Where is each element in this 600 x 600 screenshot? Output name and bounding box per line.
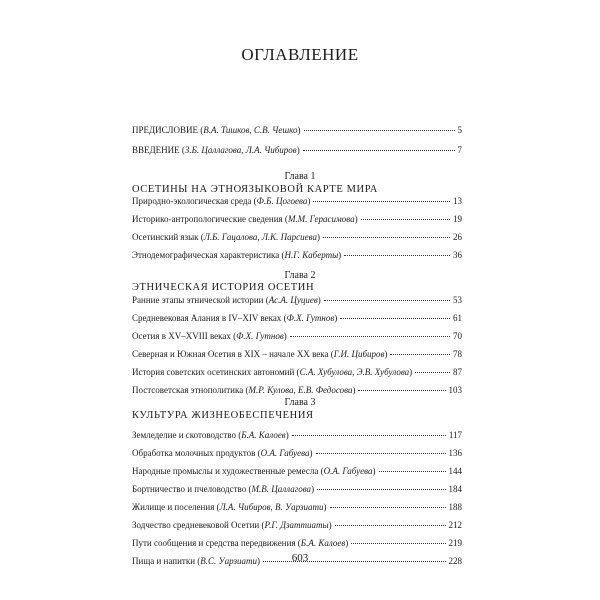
toc-entry[interactable] [132,349,462,360]
toc-entry-title: ВВЕДЕНИЕ (З.Б. Цаллагова, Л.А. Чибиров) [132,145,300,155]
toc-entry[interactable] [132,502,462,513]
toc-entry[interactable] [132,385,462,396]
chapter-label: Глава 3 [284,397,316,408]
leader-dots [324,300,450,301]
toc-entry[interactable] [132,538,462,549]
toc-entry-title: Народные промыслы и художественные ремесла (О.А. Габуева) [132,466,376,476]
leader-dots [304,130,455,131]
toc-entry[interactable] [132,484,462,495]
toc-entry-title: Природно-экологическая среда (Ф.Б. Цогоева) [132,196,311,206]
chapter-title: ЭТНИЧЕСКАЯ ИСТОРИЯ ОСЕТИН [132,282,315,293]
toc-entry-authors: Ф.Х. Гутнов [236,331,284,341]
leader-dots [313,201,450,202]
toc-entry-authors: Н.Г. Каберты [284,250,339,260]
leader-dots [317,489,445,490]
leader-dots [323,237,450,238]
toc-entry-authors: Р.Г. Дзаттиаты [264,520,329,530]
toc-entry-page: 136 [448,448,462,458]
toc-entry-page: 7 [457,145,462,155]
toc-entry-authors: Л.А. Чибиров, В. Уарзиати [219,502,324,512]
toc-entry-authors: М.В. Цаллагова [251,484,312,494]
toc-entry-title: Ранние этапы этнической истории (Ас.А. Цуциев) [132,295,321,305]
toc-entry[interactable] [132,145,462,156]
leader-dots [351,543,445,544]
toc-entry-page: 53 [453,295,462,305]
toc-entry-title: Пища и напитки (В.С. Уарзиати) [132,556,260,566]
toc-entry[interactable] [132,520,462,531]
toc-entry[interactable] [132,250,462,261]
toc-entry-authors: М.Р. Кулова, Е.В. Федосова [248,385,353,395]
toc-entry-page: 19 [453,214,462,224]
toc-entry-title: Бортничество и пчеловодство (М.В. Цаллагова) [132,484,315,494]
leader-dots [340,318,450,319]
toc-entry-page: 26 [453,232,462,242]
toc-entry-page: 188 [448,502,462,512]
toc-entry-authors: Ас.А. Цуциев [268,295,318,305]
chapter-label: Глава 2 [284,270,316,281]
toc-entry-page: 5 [457,125,462,135]
chapter-label: Глава 1 [284,171,316,182]
leader-dots [361,219,450,220]
leader-dots [316,453,446,454]
toc-entry[interactable] [132,214,462,225]
page-title: ОГЛАВЛЕНИЕ [241,45,359,64]
toc-entry[interactable] [132,466,462,477]
toc-entry[interactable] [132,331,462,342]
toc-entry-authors: Б.А. Калоев [241,430,286,440]
toc-entry-title: Северная и Южная Осетия в XIX – начале XX века (Г.И. Цибиров) [132,349,388,359]
toc-entry-title: Земледелие и скотоводство (Б.А. Калоев) [132,430,289,440]
chapter-title: КУЛЬТУРА ЖИЗНЕОБЕСПЕЧЕНИЯ [132,410,314,421]
toc-entry-authors: З.Б. Цаллагова, Л.А. Чибиров [184,145,297,155]
toc-entry-page: 144 [448,466,462,476]
toc-entry-page: 61 [453,313,462,323]
toc-entry-title: История советских осетинских автономий (С.А. Хубулова, Э.В. Хубулова) [132,367,413,377]
toc-entry[interactable] [132,367,462,378]
toc-entry-page: 70 [453,331,462,341]
toc-entry-page: 117 [448,430,462,440]
toc-entry-title: Постсоветская этнополитика (М.Р. Кулова, Е.В. Федосова) [132,385,356,395]
toc-entry-authors: Ф.Б. Цогоева [256,196,308,206]
toc-entry-title: Историко-антропологические сведения (М.М. Герасимова) [132,214,358,224]
toc-entry-page: 228 [448,556,462,566]
toc-entry[interactable] [132,295,462,306]
toc-entry-authors: Ф.Х. Гутнов [286,313,335,323]
leader-dots [358,390,445,391]
toc-entry[interactable] [132,125,462,136]
toc-entry[interactable] [132,448,462,459]
toc-entry-authors: М.М. Герасимова [287,214,355,224]
leader-dots [303,150,455,151]
toc-entry-page: 87 [453,367,462,377]
toc-entry[interactable] [132,313,462,324]
toc-entry[interactable] [132,232,462,243]
leader-dots [330,507,446,508]
toc-entry-authors: С.А. Хубулова, Э.В. Хубулова [299,367,410,377]
toc-entry-authors: О.А. Габуева [323,466,373,476]
toc-entry-page: 184 [448,484,462,494]
toc-entry-authors: О.А. Габуева [260,448,310,458]
leader-dots [390,354,450,355]
toc-entry-page: 212 [448,520,462,530]
toc-entry-authors: Г.И. Цибиров [333,349,385,359]
toc-entry-title: Зодчество средневековой Осетии (Р.Г. Дзаттиаты) [132,520,332,530]
toc-entry-title: Этнодемографическая характеристика (Н.Г. Каберты) [132,250,342,260]
toc-entry-authors: В.А. Тишков, С.В. Чешко [203,125,298,135]
toc-entry-authors: Л.Б. Гацалова, Л.К. Парсиева [203,232,317,242]
leader-dots [290,336,450,337]
leader-dots [415,372,450,373]
toc-entry-page: 13 [453,196,462,206]
toc-entry-title: Жилище и поселения (Л.А. Чибиров, В. Уарзиати) [132,502,327,512]
chapter-title: ОСЕТИНЫ НА ЭТНОЯЗЫКОВОЙ КАРТЕ МИРА [132,184,378,195]
toc-entry-page: 36 [453,250,462,260]
leader-dots [379,471,446,472]
toc-entry-title: Обработка молочных продуктов (О.А. Габуева) [132,448,313,458]
toc-entry-authors: Б.А. Калоев [300,538,346,548]
toc-entry-title: Осетия в XV–XVIII веках (Ф.Х. Гутнов) [132,331,287,341]
toc-entry-title: ПРЕДИСЛОВИЕ (В.А. Тишков, С.В. Чешко) [132,125,301,135]
leader-dots [292,435,446,436]
toc-entry-title: Пути сообщения и средства передвижения (Б.А. Калоев) [132,538,349,548]
toc-entry[interactable] [132,430,462,441]
leader-dots [335,525,446,526]
toc-entry-authors: В.С. Уарзиати [200,556,257,566]
toc-entry-title: Осетинский язык (Л.Б. Гацалова, Л.К. Парсиева) [132,232,320,242]
toc-entry-page: 219 [448,538,462,548]
page-number: 603 [291,552,309,564]
toc-entry-title: Средневековая Алания в IV–XIV веках (Ф.Х. Гутнов) [132,313,338,323]
toc-entry-page: 78 [453,349,462,359]
toc-entry[interactable] [132,196,462,207]
toc-entry-page: 103 [448,385,462,395]
leader-dots [344,255,450,256]
